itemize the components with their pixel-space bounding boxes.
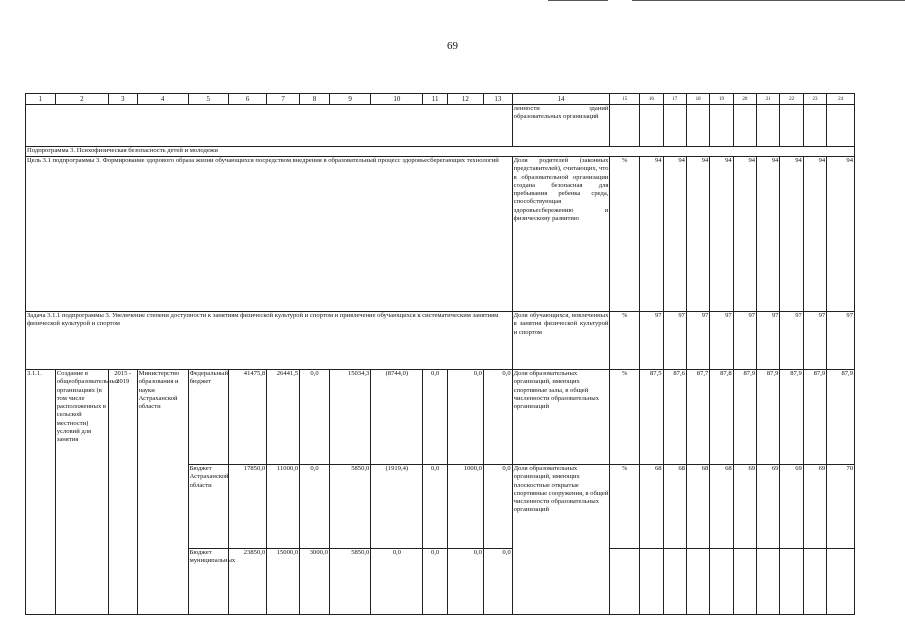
col-header: 15: [610, 94, 640, 105]
goal-value: 94: [780, 157, 803, 312]
goal-value: 94: [827, 157, 855, 312]
empty-cell: [827, 549, 855, 615]
col-header: 8: [300, 94, 330, 105]
target-value: 69: [780, 465, 803, 549]
goal-value: 94: [803, 157, 826, 312]
col-header: 24: [827, 94, 855, 105]
funding-value: 0,0: [300, 465, 330, 549]
col-header: 20: [733, 94, 756, 105]
funding-value: 11000,0: [267, 465, 300, 549]
col-header: 7: [267, 94, 300, 105]
funding-value: (1919,4): [371, 465, 423, 549]
target-value: 68: [710, 465, 733, 549]
funding-value: 15000,0: [267, 549, 300, 615]
page-number: 69: [447, 40, 458, 52]
target-value: 69: [757, 465, 780, 549]
col-header: 18: [686, 94, 709, 105]
col-header: 3: [108, 94, 137, 105]
empty-cell: [640, 549, 663, 615]
funding-value: 3000,0: [300, 549, 330, 615]
empty-cell: [710, 549, 733, 615]
empty-cell: [733, 549, 756, 615]
empty-cell: [733, 105, 756, 147]
goal-unit: %: [610, 157, 640, 312]
task-indicator: Доля обучающихся, вовлеченных в занятия физической культурой и спортом: [512, 312, 610, 370]
col-header: 9: [329, 94, 370, 105]
task-value: 97: [827, 312, 855, 370]
col-header: 22: [780, 94, 803, 105]
task-value: 97: [757, 312, 780, 370]
col-header: 12: [447, 94, 483, 105]
col-header: 16: [640, 94, 663, 105]
funding-value: 0,0: [447, 370, 483, 465]
col-header: 14: [512, 94, 610, 105]
subprogram-title: Подпрограмма 3. Психофизическая безопасность детей и молодежи: [26, 147, 855, 157]
goal-value: 94: [733, 157, 756, 312]
funding-source: Федеральный бюджет: [188, 370, 228, 465]
target-value: 68: [686, 465, 709, 549]
empty-cell: [610, 549, 640, 615]
target-value: 68: [663, 465, 686, 549]
carryover-indicator: ленности зданий образовательных организаций: [512, 105, 610, 147]
target-value: 87,9: [803, 370, 826, 465]
funding-value: 23850,0: [228, 549, 266, 615]
funding-value: 0,0: [423, 549, 447, 615]
funding-source: Бюджет Астраханской области: [188, 465, 228, 549]
empty-cell: [686, 549, 709, 615]
activity-row-federal: [26, 370, 855, 465]
activity-executor: Министерство образования и науки Астраханской области: [137, 370, 188, 615]
empty-cell: [663, 549, 686, 615]
col-header: 23: [803, 94, 826, 105]
target-value: 87,9: [757, 370, 780, 465]
task-text: Задача 3.1.1 подпрограммы 3. Увеличение степени доступности к занятиям физической культурой и спортом и привлечение обучающихся к систематическим занятиям физической культурой и спортом: [26, 312, 513, 370]
target-value: 87,9: [780, 370, 803, 465]
funding-value: 0,0: [483, 370, 512, 465]
goal-value: 94: [663, 157, 686, 312]
funding-value: 0,0: [371, 549, 423, 615]
activity-name: Создание в общеобразовательных организациях (в том числе расположенных в сельской местности) условий для занятия: [55, 370, 108, 615]
task-value: 97: [710, 312, 733, 370]
empty-cell: [780, 105, 803, 147]
funding-value: 41475,8: [228, 370, 266, 465]
empty-cell: [663, 105, 686, 147]
goal-indicator: Доля родителей (законных представителей), считающих, что в образовательной организации создана безопасная для пребывания ребенка среда, способствующая здоровьесбережению и физическому развитию: [512, 157, 610, 312]
funding-value: 17850,0: [228, 465, 266, 549]
task-row: [26, 312, 855, 370]
task-value: 97: [686, 312, 709, 370]
funding-value: 0,0: [300, 370, 330, 465]
funding-value: 0,0: [423, 465, 447, 549]
funding-value: 0,0: [483, 465, 512, 549]
empty-cell: [26, 105, 513, 147]
funding-value: 0,0: [483, 549, 512, 615]
goal-value: 94: [686, 157, 709, 312]
funding-value: 26441,5: [267, 370, 300, 465]
subprogram-row: [26, 147, 855, 157]
empty-cell: [757, 105, 780, 147]
task-value: 97: [780, 312, 803, 370]
carryover-row: [26, 105, 855, 147]
empty-cell: [686, 105, 709, 147]
funding-value: 5850,0: [329, 549, 370, 615]
activity-code: 3.1.1.: [26, 370, 56, 615]
activity-indicator: Доля образовательных организаций, имеющих спортивные залы, в общей численности образовательных организаций: [512, 370, 610, 465]
col-header: 19: [710, 94, 733, 105]
activity-indicator: Доля образовательных организаций, имеющих плоскостные открытые спортивные сооружения, в общей численности образовательных организаций: [512, 465, 610, 615]
activity-unit: %: [610, 465, 640, 549]
task-value: 97: [663, 312, 686, 370]
program-table: [25, 93, 855, 615]
target-value: 87,9: [827, 370, 855, 465]
funding-value: 0,0: [447, 549, 483, 615]
col-header: 11: [423, 94, 447, 105]
goal-value: 94: [640, 157, 663, 312]
target-value: 68: [640, 465, 663, 549]
target-value: 70: [827, 465, 855, 549]
funding-value: 1000,0: [447, 465, 483, 549]
col-header: 4: [137, 94, 188, 105]
col-header: 1: [26, 94, 56, 105]
target-value: 87,8: [710, 370, 733, 465]
task-value: 97: [640, 312, 663, 370]
activity-unit: %: [610, 370, 640, 465]
funding-value: 0,0: [423, 370, 447, 465]
top-rule-short: [548, 0, 608, 1]
col-header: 5: [188, 94, 228, 105]
funding-source: Бюджет муниципальных: [188, 549, 228, 615]
target-value: 87,5: [640, 370, 663, 465]
top-rule: [632, 0, 905, 1]
target-value: 87,7: [686, 370, 709, 465]
funding-value: 15034,3: [329, 370, 370, 465]
empty-cell: [710, 105, 733, 147]
empty-cell: [757, 549, 780, 615]
empty-cell: [803, 549, 826, 615]
col-header: 10: [371, 94, 423, 105]
col-header: 6: [228, 94, 266, 105]
task-value: 97: [803, 312, 826, 370]
task-value: 97: [733, 312, 756, 370]
empty-cell: [780, 549, 803, 615]
goal-text: Цель 3.1 подпрограммы 3. Формирование здорового образа жизни обучающихся посредством внедрения в образовательный процесс здоровьесберегающих технологий: [26, 157, 513, 312]
target-value: 87,9: [733, 370, 756, 465]
empty-cell: [610, 105, 640, 147]
goal-value: 94: [710, 157, 733, 312]
col-header: 21: [757, 94, 780, 105]
col-header: 2: [55, 94, 108, 105]
target-value: 69: [733, 465, 756, 549]
goal-value: 94: [757, 157, 780, 312]
col-header: 17: [663, 94, 686, 105]
goal-row: [26, 157, 855, 312]
empty-cell: [803, 105, 826, 147]
col-header: 13: [483, 94, 512, 105]
column-number-row: [26, 94, 855, 105]
activity-period: 2015 - 2019: [108, 370, 137, 615]
funding-value: 5850,0: [329, 465, 370, 549]
target-value: 87,6: [663, 370, 686, 465]
target-value: 69: [803, 465, 826, 549]
task-unit: %: [610, 312, 640, 370]
empty-cell: [640, 105, 663, 147]
funding-value: (8744,0): [371, 370, 423, 465]
empty-cell: [827, 105, 855, 147]
